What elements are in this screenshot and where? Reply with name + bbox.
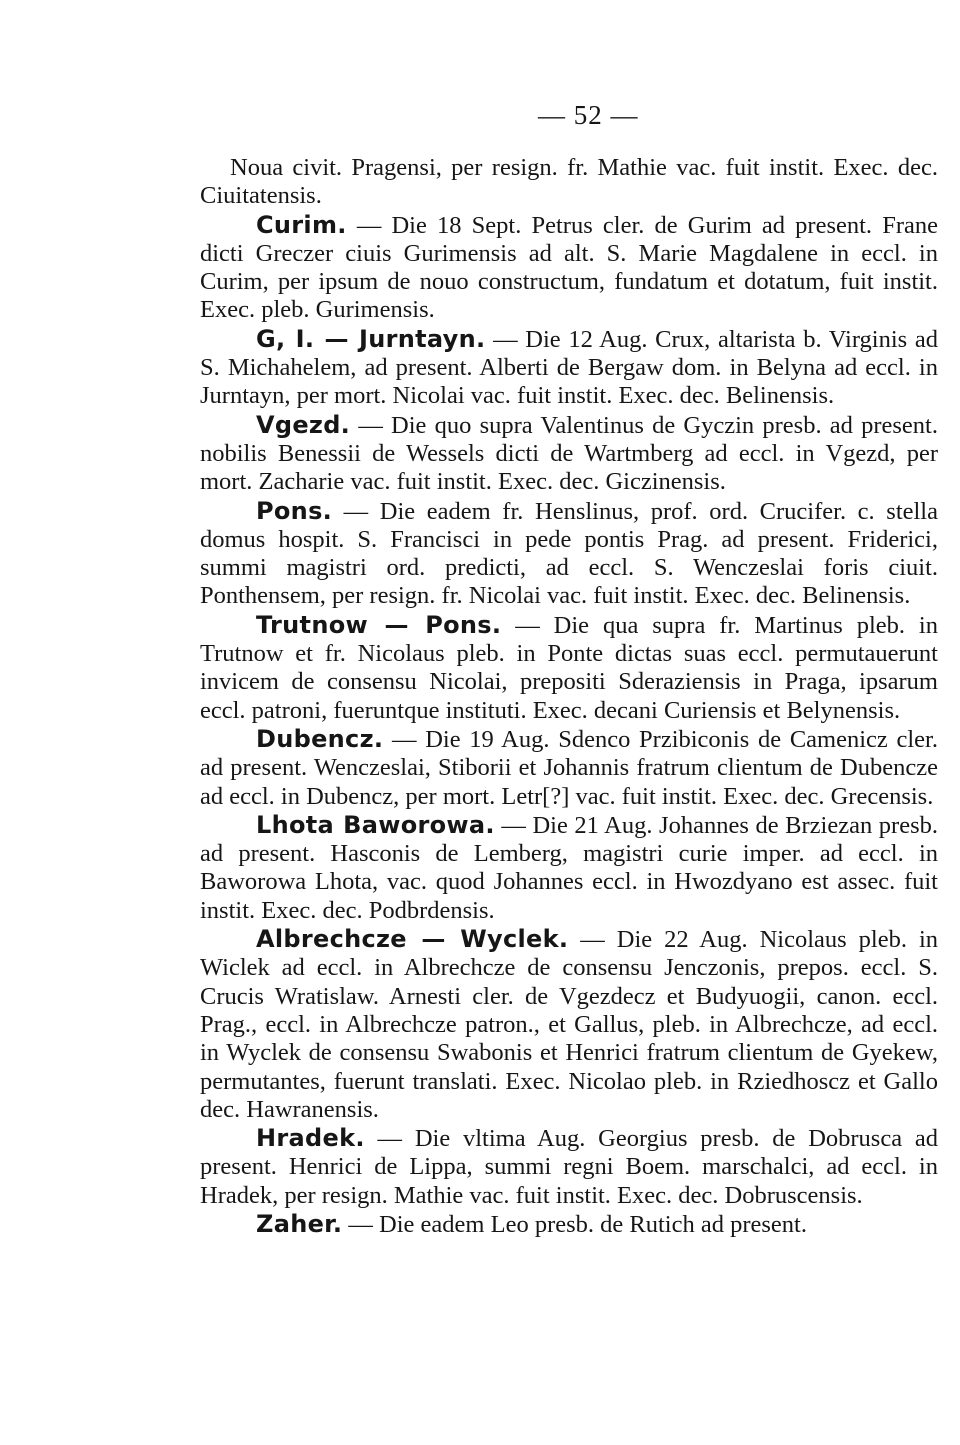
entry-text: — Die 22 Aug. Nicolaus pleb. in Wiclek ad eccl. in Albrechcze de consensu Jenczonis, prepos. eccl. S. Crucis Wratislaw. Arnesti cler. de Vgezdecz et Budyuogii, canon. eccl. Prag., eccl. in Albrechcze patron., et Gallus, pleb. in Albrechcze, ad eccl. in Wyclek de consensu Swabonis et Henrici fratrum clientum de Gyekew, permutantes, fuerunt translati. Exec. Nicolao pleb. in Rziedhoscz et Gallo dec. Hawranensis. xyxy=(200,926,939,1123)
entry-text: — Die qua supra fr. Martinus pleb. in Trutnow et fr. Nicolaus pleb. in Ponte dictas suas eccl. permutauerunt invicem de consensu Nicolai, prepositi Sderaziensis in Praga, ipsarum eccl. patroni, fueruntque instituti. Exec. decani Curiensis et Belynensis. xyxy=(200,611,938,724)
entry-heading: Trutnow — Pons. xyxy=(256,610,502,639)
entry-heading: Vgezd. xyxy=(256,410,351,439)
entry-heading: Lhota Baworowa. xyxy=(256,810,495,839)
entry-dubencz xyxy=(200,725,938,811)
entry-text: — Die 18 Sept. Petrus cler. de Gurim ad present. Frane dicti Greczer ciuis Gurimensis ad alt. S. Marie Magdalene in eccl. in Curim, per ipsum de nouo constructum, fundatum et dotatum, fuit instit. Exec. pleb. Gurimensis. xyxy=(200,211,938,324)
entry-noua-civit xyxy=(200,153,938,211)
entry-hradek xyxy=(200,1124,938,1210)
entry-heading: Zaher. xyxy=(256,1209,343,1238)
text-body xyxy=(200,153,938,1239)
entry-text: — Die eadem fr. Henslinus, prof. ord. Crucifer. c. stella domus hospit. S. Francisci in pede pontis Prag. ad present. Friderici, summi magistri ord. predicti, ad eccl. S. Wenczeslai foris ciuit. Ponthensem, per resign. fr. Nicolai vac. fuit instit. Exec. dec. Belinensis. xyxy=(200,497,938,610)
entry-text: — Die eadem Leo presb. de Rutich ad present. xyxy=(342,1210,807,1238)
entry-heading: Pons. xyxy=(256,496,333,525)
page-number: — 52 — xyxy=(538,100,639,130)
entry-curim xyxy=(200,211,938,325)
entry-zaher xyxy=(200,1210,938,1239)
entry-pons xyxy=(200,497,938,611)
entry-jurntayn xyxy=(200,325,938,411)
entry-heading: Hradek. xyxy=(256,1124,365,1153)
entry-heading: Dubencz. xyxy=(256,724,384,753)
entry-text: Noua civit. Pragensi, per resign. fr. Mathie vac. fuit instit. Exec. dec. Ciuitatensis. xyxy=(200,154,938,210)
entry-heading: Albrechcze — Wyclek. xyxy=(256,925,569,954)
entry-lhota-baworowa xyxy=(200,811,938,925)
entry-trutnow-pons xyxy=(200,611,938,725)
entry-text: — Die 21 Aug. Johannes de Brziezan presb. ad present. Hasconis de Lemberg, magistri curie imper. ad eccl. in Baworowa Lhota, vac. quod Johannes eccl. in Hwozdyano est assec. fuit instit. Exec. dec. Podbrdensis. xyxy=(200,811,938,924)
entry-heading: G, I. — Jurntayn. xyxy=(256,324,486,353)
entry-text: — Die vltima Aug. Georgius presb. de Dobrusca ad present. Henrici de Lippa, summi regni Boem. marschalci, ad eccl. in Hradek, per resign. Mathie vac. fuit instit. Exec. dec. Dobruscensis. xyxy=(200,1125,938,1209)
entry-vgezd xyxy=(200,411,938,497)
entry-albrechcze-wyclek xyxy=(200,925,938,1124)
entry-text: — Die 12 Aug. Crux, altarista b. Virginis ad S. Michahelem, ad present. Alberti de Bergaw dom. in Belyna ad eccl. in Jurntayn, per mort. Nicolai vac. fuit instit. Exec. dec. Belinensis. xyxy=(200,325,938,410)
entry-text: — Die 19 Aug. Sdenco Przibiconis de Camenicz cler. ad present. Wenczeslai, Stiborii et Johannis fratrum clientum de Dubencze ad eccl. in Dubencz, per mort. Letr[?] vac. fuit instit. Exec. dec. Grecensis. xyxy=(200,725,938,810)
entry-text: — Die quo supra Valentinus de Gyczin presb. ad present. nobilis Benessii de Wessels dicti de Wartmberg ad eccl. in Vgezd, per mort. Zacharie vac. fuit instit. Exec. dec. Giczinensis. xyxy=(200,411,938,496)
entry-heading: Curim. xyxy=(256,210,347,239)
